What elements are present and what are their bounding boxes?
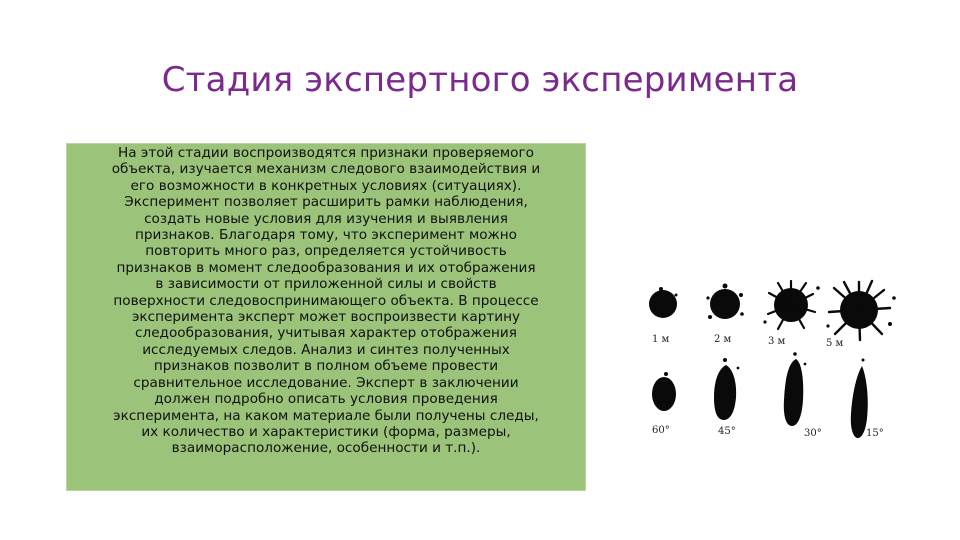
drop-45deg: [714, 358, 739, 420]
label-30deg: 30°: [804, 428, 822, 439]
drop-1m: [649, 287, 678, 318]
slide-title: Стадия экспертного эксперимента: [161, 60, 799, 100]
drop-3m: [763, 281, 819, 329]
blood-drop-figure: [628, 262, 908, 452]
label-60deg: 60°: [652, 425, 670, 436]
label-3m: 3 м: [768, 336, 786, 347]
drop-60deg: [652, 372, 676, 411]
description-text-box: На этой стадии воспроизводятся признаки проверяемого объекта, изучается механизм следового взаимодействия и его возможности в конкретных условиях (ситуациях). Эксперимент позволяет расширить рамки наблюдения, создать новые условия для изучения и выявления признаков. Благодаря тому, что эксперимент можно повторить много раз, определяется устойчивость признаков в момент следообразования и их отображения в зависимости от приложенной силы и свойств поверхности следовоспринимающего объекта. В процессе эксперимента эксперт может воспроизвести картину следообразования, учитывая характер отображения исследуемых следов. Анализ и синтез полученных признаков позволит в полном объеме провести сравнительное исследование. Эксперт в заключении должен подробно описать условия проведения эксперимента, на каком материале были получены следы, их количество и характеристики (форма, размеры, взаиморасположение, особенности и т.п.).: [66, 143, 586, 491]
drop-5m: [826, 281, 895, 340]
drop-30deg: [784, 352, 807, 426]
label-45deg: 45°: [718, 426, 736, 437]
drop-15deg: [851, 359, 868, 439]
label-2m: 2 м: [714, 334, 732, 345]
label-15deg: 15°: [866, 428, 884, 439]
drop-2m: [706, 284, 743, 320]
label-5m: 5 м: [826, 338, 844, 349]
label-1m: 1 м: [652, 334, 670, 345]
